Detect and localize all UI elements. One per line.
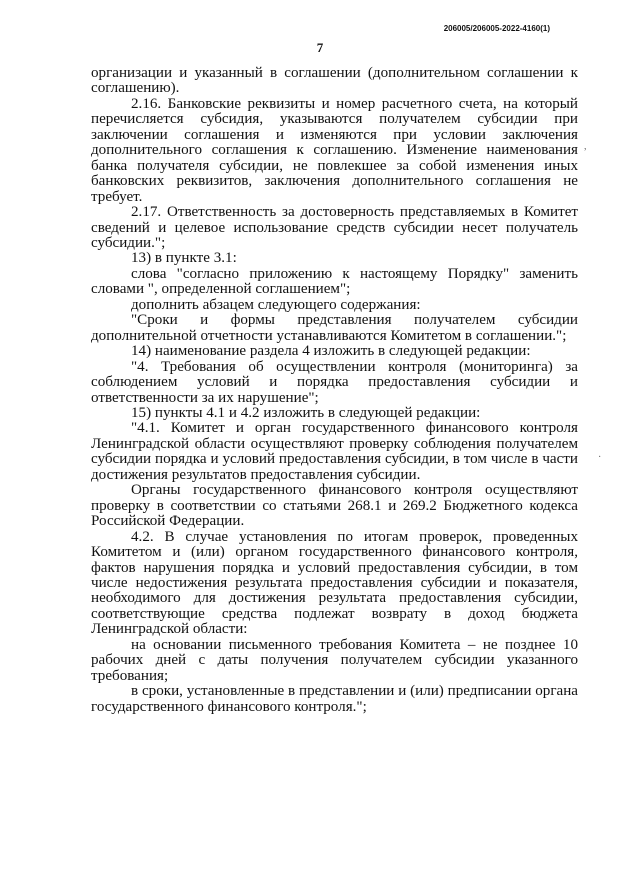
paragraph-item-14: 14) наименование раздела 4 изложить в следующей редакции: <box>131 343 531 360</box>
paragraph-continuation: организации и указанный в соглашении (дополнительном соглашении к соглашению). <box>91 65 578 97</box>
paragraph-add-clause: дополнить абзацем следующего содержания: <box>131 296 421 313</box>
document-id: 206005/206005-2022-4160(1) <box>443 24 550 33</box>
page-number: 7 <box>316 40 324 55</box>
paragraph-control-bodies: Органы государственного финансового контроля осуществляют проверку в соответствии со статьями 268.1 и 269.2 Бюджетного кодекса Российской Федерации. <box>91 482 578 530</box>
paragraph-4-2: 4.2. В случае установления по итогам проверок, проведенных Комитетом и (или) органом государственного финансового контроля, фактов нарушения порядка и условий предоставления субсидии, в том числе недостижения результата предоставления субсидии и показателя, необходимого для достижения результата предоставления субсидии, соответствующие средства подлежат возврату в доход бюджета Ленинградской области: <box>91 528 578 638</box>
paragraph-2-17: 2.17. Ответственность за достоверность представляемых в Комитет сведений и целевое использование средств субсидии несет получатель субсидии."; <box>91 204 578 251</box>
paragraph-replace-words: слова "согласно приложению к настоящему Порядку" заменить словами ", определенной соглашением"; <box>91 265 578 298</box>
paragraph-section-4-title: "4. Требования об осуществлении контроля (мониторинга) за соблюдением условий и порядка предоставления субсидии и ответственности за их нарушение"; <box>91 358 578 406</box>
paragraph-4-1: "4.1. Комитет и орган государственного финансового контроля Ленинградской области осуществляют проверку соблюдения получателем субсидии порядка и условий предоставления субсидии, в том числе в части достижения результатов предоставления субсидии. <box>91 420 578 483</box>
margin-mark: · <box>598 452 602 463</box>
paragraph-deadlines: в сроки, установленные в представлении и (или) предписании органа государственного финансового контроля."; <box>91 683 578 715</box>
margin-mark: , <box>584 141 587 152</box>
paragraph-item-13: 13) в пункте 3.1: <box>131 250 237 267</box>
paragraph-2-16: 2.16. Банковские реквизиты и номер расчетного счета, на который перечисляется субсидия, указываются получателем субсидии при заключении соглашения и изменяются при условии заключения дополнительного соглашения к соглашению. Изменение наименования банка получателя субсидии, не повлекшее за собой изменения иных банковских реквизитов, заключения дополнительного соглашения не требует. <box>91 95 578 205</box>
paragraph-written-request: на основании письменного требования Комитета – не позднее 10 рабочих дней с даты получения получателем субсидии указанного требования; <box>91 636 578 684</box>
paragraph-item-15: 15) пункты 4.1 и 4.2 изложить в следующей редакции: <box>131 404 481 421</box>
paragraph-reporting-terms: "Сроки и формы представления получателем субсидии дополнительной отчетности устанавливаются Комитетом в соглашении."; <box>91 312 578 344</box>
document-body <box>91 66 578 715</box>
